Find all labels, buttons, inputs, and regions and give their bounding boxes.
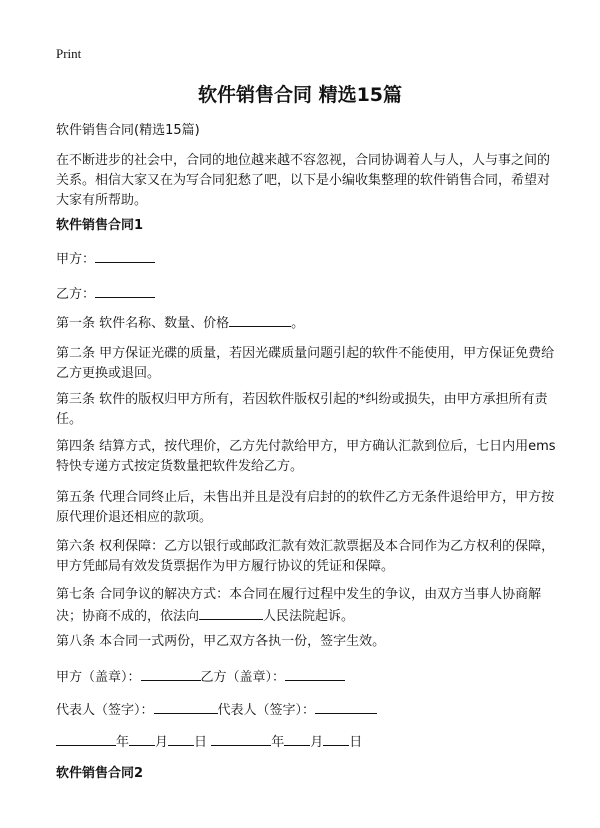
document-title: 软件销售合同 精选15篇 <box>197 84 403 106</box>
article-3: 第三条 软件的版权归甲方所有，若因软件版权引起的*纠纷或损失，由甲方承担所有责任。 <box>56 392 548 427</box>
date-a-year-blank <box>56 731 116 746</box>
date-b-month: 月 <box>310 735 324 750</box>
date-b-day: 日 <box>349 735 363 750</box>
party-a-line <box>56 248 556 270</box>
article-7-blank <box>199 605 263 620</box>
article-1-end: 。 <box>291 316 305 331</box>
party-b-label: 乙方： <box>56 287 96 302</box>
article-4: 第四条 结算方式，按代理价，乙方先付款给甲方，甲方确认汇款到位后，七日内用ems特快专递方式按定货数量把软件发给乙方。 <box>56 439 556 474</box>
article-5: 第五条 代理合同终止后，未售出并且是没有启封的的软件乙方无条件退给甲方，甲方按原代理价退还相应的款项。 <box>56 490 555 525</box>
article-1-blank <box>229 312 291 327</box>
party-b-line <box>56 283 556 305</box>
rep-a-blank <box>154 699 218 714</box>
section-heading-1: 软件销售合同1 <box>56 218 144 233</box>
date-a-day: 日 <box>194 735 208 750</box>
article-1-text: 第一条 软件名称、数量、价格 <box>56 316 230 331</box>
seal-b-label: 乙方（盖章）： <box>200 670 286 685</box>
intro-paragraph: 在不断进步的社会中，合同的地位越来越不容忽视，合同协调着人与人，人与事之间的关系。相信大家又在为写合同犯愁了吧，以下是小编收集整理的软件销售合同，希望对大家有所帮助。 <box>56 153 551 208</box>
article-7-text: 第七条 合同争议的解决方式：本合同在履行过程中发生的争议，由双方当事人协商解决；协商不成的，依法向 <box>56 587 542 624</box>
date-a-day-blank <box>168 731 194 746</box>
party-a-blank <box>95 248 155 263</box>
article-7-end: 人民法院起诉。 <box>263 609 355 624</box>
seal-line <box>56 666 556 688</box>
date-b-year: 年 <box>271 735 285 750</box>
article-2: 第二条 甲方保证光碟的质量，若因光碟质量问题引起的软件不能使用，甲方保证免费给乙方更换或退回。 <box>56 346 555 381</box>
party-b-blank <box>95 283 155 298</box>
rep-a-label: 代表人（签字）： <box>56 703 154 718</box>
document-subtitle: 软件销售合同(精选15篇) <box>56 123 200 138</box>
article-8: 第八条 本合同一式两份，甲乙双方各执一份，签字生效。 <box>56 634 386 649</box>
date-line <box>56 731 556 753</box>
seal-a-blank <box>141 666 201 681</box>
date-a-year: 年 <box>116 735 130 750</box>
date-b-day-blank <box>323 731 349 746</box>
party-a-label: 甲方： <box>56 252 96 267</box>
rep-b-blank <box>315 699 377 714</box>
representative-line <box>56 699 556 721</box>
seal-b-blank <box>285 666 345 681</box>
date-b-year-blank <box>211 731 271 746</box>
date-a-month: 月 <box>155 735 169 750</box>
date-a-month-blank <box>129 731 155 746</box>
section-heading-2: 软件销售合同2 <box>56 766 144 781</box>
date-b-month-blank <box>284 731 310 746</box>
seal-a-label: 甲方（盖章）： <box>56 670 141 685</box>
article-7 <box>56 585 556 627</box>
article-6: 第六条 权利保障：乙方以银行或邮政汇款有效汇款票据及本合同作为乙方权利的保障，甲方凭邮局有效发货票据作为甲方履行协议的凭证和保障。 <box>56 539 555 574</box>
print-link[interactable]: Print <box>56 46 82 61</box>
article-1 <box>56 312 556 334</box>
rep-b-label: 代表人（签字）： <box>217 703 316 718</box>
